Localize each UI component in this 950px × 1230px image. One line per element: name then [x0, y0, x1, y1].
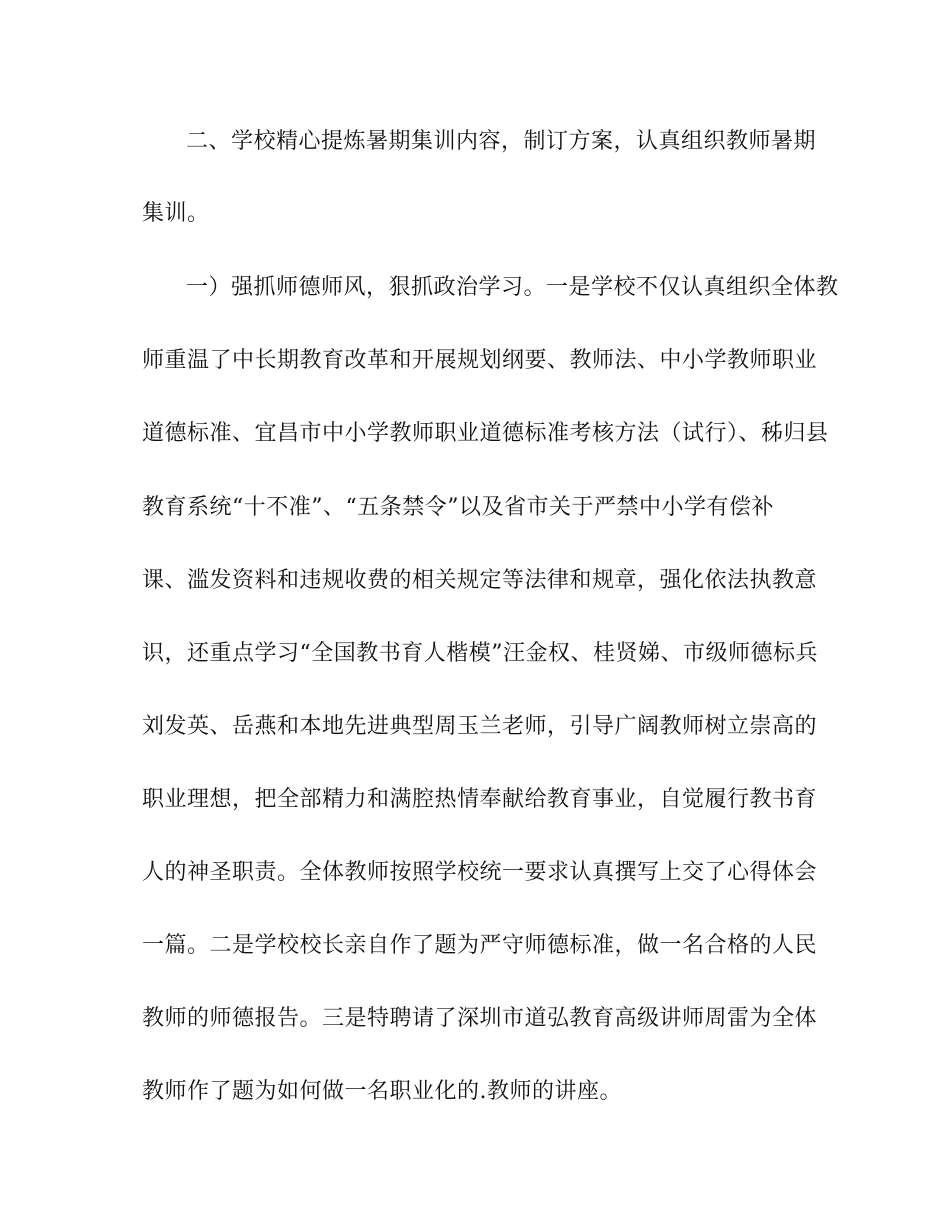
paragraph-line: 二、学校精心提炼暑期集训内容，制订方案，认真组织教师暑期 — [186, 129, 817, 154]
paragraph-line: 教师的师德报告。三是特聘请了深圳市道弘教育高级讲师周雷为全体 — [142, 1006, 818, 1031]
paragraph-line: 一）强抓师德师风，狠抓政治学习。一是学校不仅认真组织全体教 — [186, 275, 839, 300]
paragraph-line: 识，还重点学习“全国教书育人楷模”汪金权、桂贤娣、市级师德标兵 — [142, 641, 818, 666]
paragraph-line: 教育系统“十不准”、“五条禁令”以及省市关于严禁中小学有偿补 — [142, 495, 774, 520]
paragraph-line: 职业理想，把全部精力和满腔热情奉献给教育事业，自觉履行教书育 — [142, 787, 818, 812]
paragraph-line: 师重温了中长期教育改革和开展规划纲要、教师法、中小学教师职业 — [142, 348, 818, 373]
paragraph-line: 集训。 — [142, 201, 210, 226]
paragraph-line: 道德标准、宜昌市中小学教师职业道德标准考核方法（试行）、秭归县 — [142, 421, 829, 446]
paragraph-line: 课、滥发资料和违规收费的相关规定等法律和规章，强化依法执教意 — [142, 568, 818, 593]
paragraph-line: 教师作了题为如何做一名职业化的.教师的讲座。 — [142, 1079, 622, 1104]
paragraph-line: 刘发英、岳燕和本地先进典型周玉兰老师，引导广阔教师树立崇高的 — [142, 714, 818, 739]
paragraph-line: 人的神圣职责。全体教师按照学校统一要求认真撰写上交了心得体会 — [142, 860, 818, 885]
paragraph-line: 一篇。二是学校校长亲自作了题为严守师德标准，做一名合格的人民 — [142, 933, 818, 958]
